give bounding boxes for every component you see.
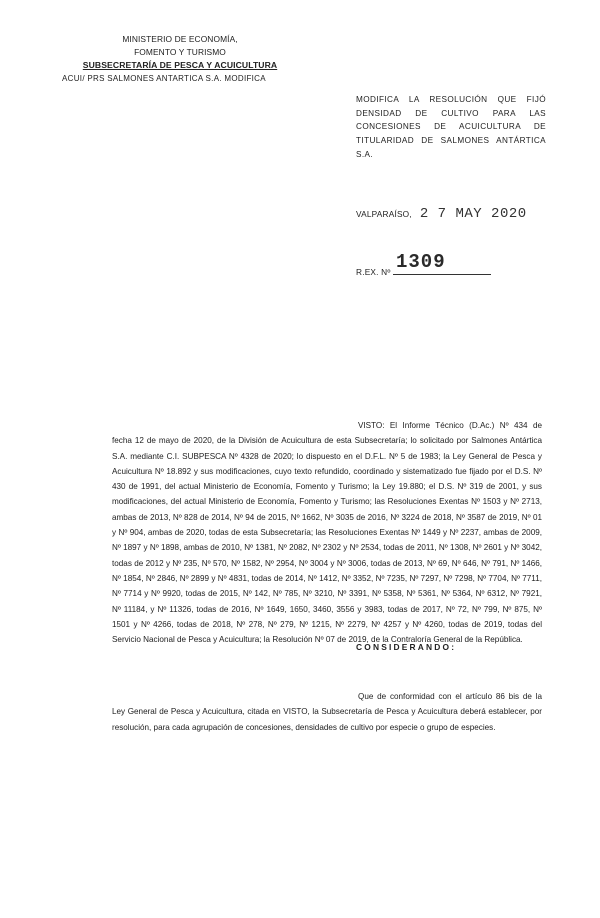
subject-line: S.A. — [356, 149, 374, 159]
subject-line: MODIFICA LA RESOLUCIÓN QUE FIJÓ — [356, 95, 546, 104]
visto-paragraph: VISTO: El Informe Técnico (D.Ac.) Nº 434 de fecha 12 de mayo de 2020, de la División de Acuicultura de esta Subsecretaría; lo solicitado por Salmones Antártica S.A. mediante C.I. SUBPESCA Nº 4328 de 2020; lo dispuesto en el D.F.L. Nº 5 de 1983; la Ley General de Pesca y Acuicultura Nº 18.892 y sus modificaciones, cuyo texto refundido, coordinado y sistematizado fue fijado por el D.S. Nº 430 de 1991, del actual Ministerio de Economía, Fomento y Turismo; la Ley 19.880; el D.S. Nº 319 de 2001, y sus modificaciones, del actual Ministerio de Economía, Fomento y Turismo; las Resoluciones Exentas Nº 1503 y Nº 2713, ambas de 2013, Nº 828 de 2014, Nº 94 de 2015, Nº 1662, Nº 3035 de 2016, Nº 3224 de 2018, Nº 3587 de 2019, Nº 01 y Nº 904, ambas de 2020, todas de esta Subsecretaría; las Resoluciones Exentas Nº 1449 y Nº 2237, ambas de 2009, Nº 1897 y Nº 1898, ambas de 2010, Nº 1381, Nº 2082, Nº 2302 y Nº 2534, todas de 2011, Nº 1308, Nº 2601 y Nº 3042, todas de 2012 y Nº 235, Nº 570, Nº 1582, Nº 2954, Nº 3004 y Nº 3006, todas de 2013, Nº 69, Nº 646, Nº 791, Nº 1466, Nº 1854, Nº 2846, Nº 2899 y Nº 4831, todas de 2014, Nº 1412, Nº 3352, Nº 7235, Nº 7297, Nº 7298, Nº 7704, Nº 7711, Nº 7714 y Nº 9920, todas de 2015, Nº 142, Nº 785, Nº 3210, Nº 3391, Nº 5358, Nº 5361, Nº 5364, Nº 6312, Nº 7921, Nº 11184, y Nº 11326, todas de 2016, Nº 1649, 1650, 3460, 3556 y 3983, todas de 2017, Nº 72, Nº 799, Nº 875, Nº 1501 y Nº 4266, todas de 2018, Nº 278, Nº 279, Nº 1215, Nº 2279, Nº 4257 y Nº 4260, todas de 2019, todas del Servicio Nacional de Pesca y Acuicultura; la Resolución Nº 07 de 2019, de la Contraloría General de la República. — [112, 421, 542, 645]
letterhead — [60, 33, 300, 85]
subject-line: CONCESIONES DE ACUICULTURA DE — [356, 122, 546, 132]
rex-underline — [393, 262, 491, 275]
subsecretaria-name: SUBSECRETARÍA DE PESCA Y ACUICULTURA — [82, 60, 278, 70]
subject-line: DENSIDAD DE CULTIVO PARA LAS — [356, 108, 546, 118]
resolution-number-field — [356, 262, 491, 277]
rex-label: R.EX. Nº — [356, 267, 391, 277]
subject-line: TITULARIDAD DE SALMONES ANTÁRTICA — [356, 136, 546, 146]
place-and-date — [356, 206, 527, 222]
resolution-subject — [356, 93, 546, 162]
reference-code: ACUI/ PRS SALMONES ANTARTICA S.A. MODIFICA — [62, 74, 266, 83]
resolution-number-stamp: 1309 — [396, 251, 446, 273]
considerando-paragraph: Que de conformidad con el artículo 86 bis de la Ley General de Pesca y Acuicultura, citada en VISTO, la Subsecretaría de Pesca y Acuicultura deberá establecer, por resolución, para cada agrupación de concesiones, densidades de cultivo por especie o grupo de especies. — [112, 692, 542, 732]
ministry-name-line1: MINISTERIO DE ECONOMÍA, — [122, 34, 238, 44]
ministry-name-line2: FOMENTO Y TURISMO — [134, 47, 226, 57]
date-stamp: 2 7 MAY 2020 — [419, 206, 527, 222]
considerando-heading: CONSIDERANDO: — [356, 642, 457, 652]
place-label: VALPARAÍSO, — [356, 209, 412, 219]
